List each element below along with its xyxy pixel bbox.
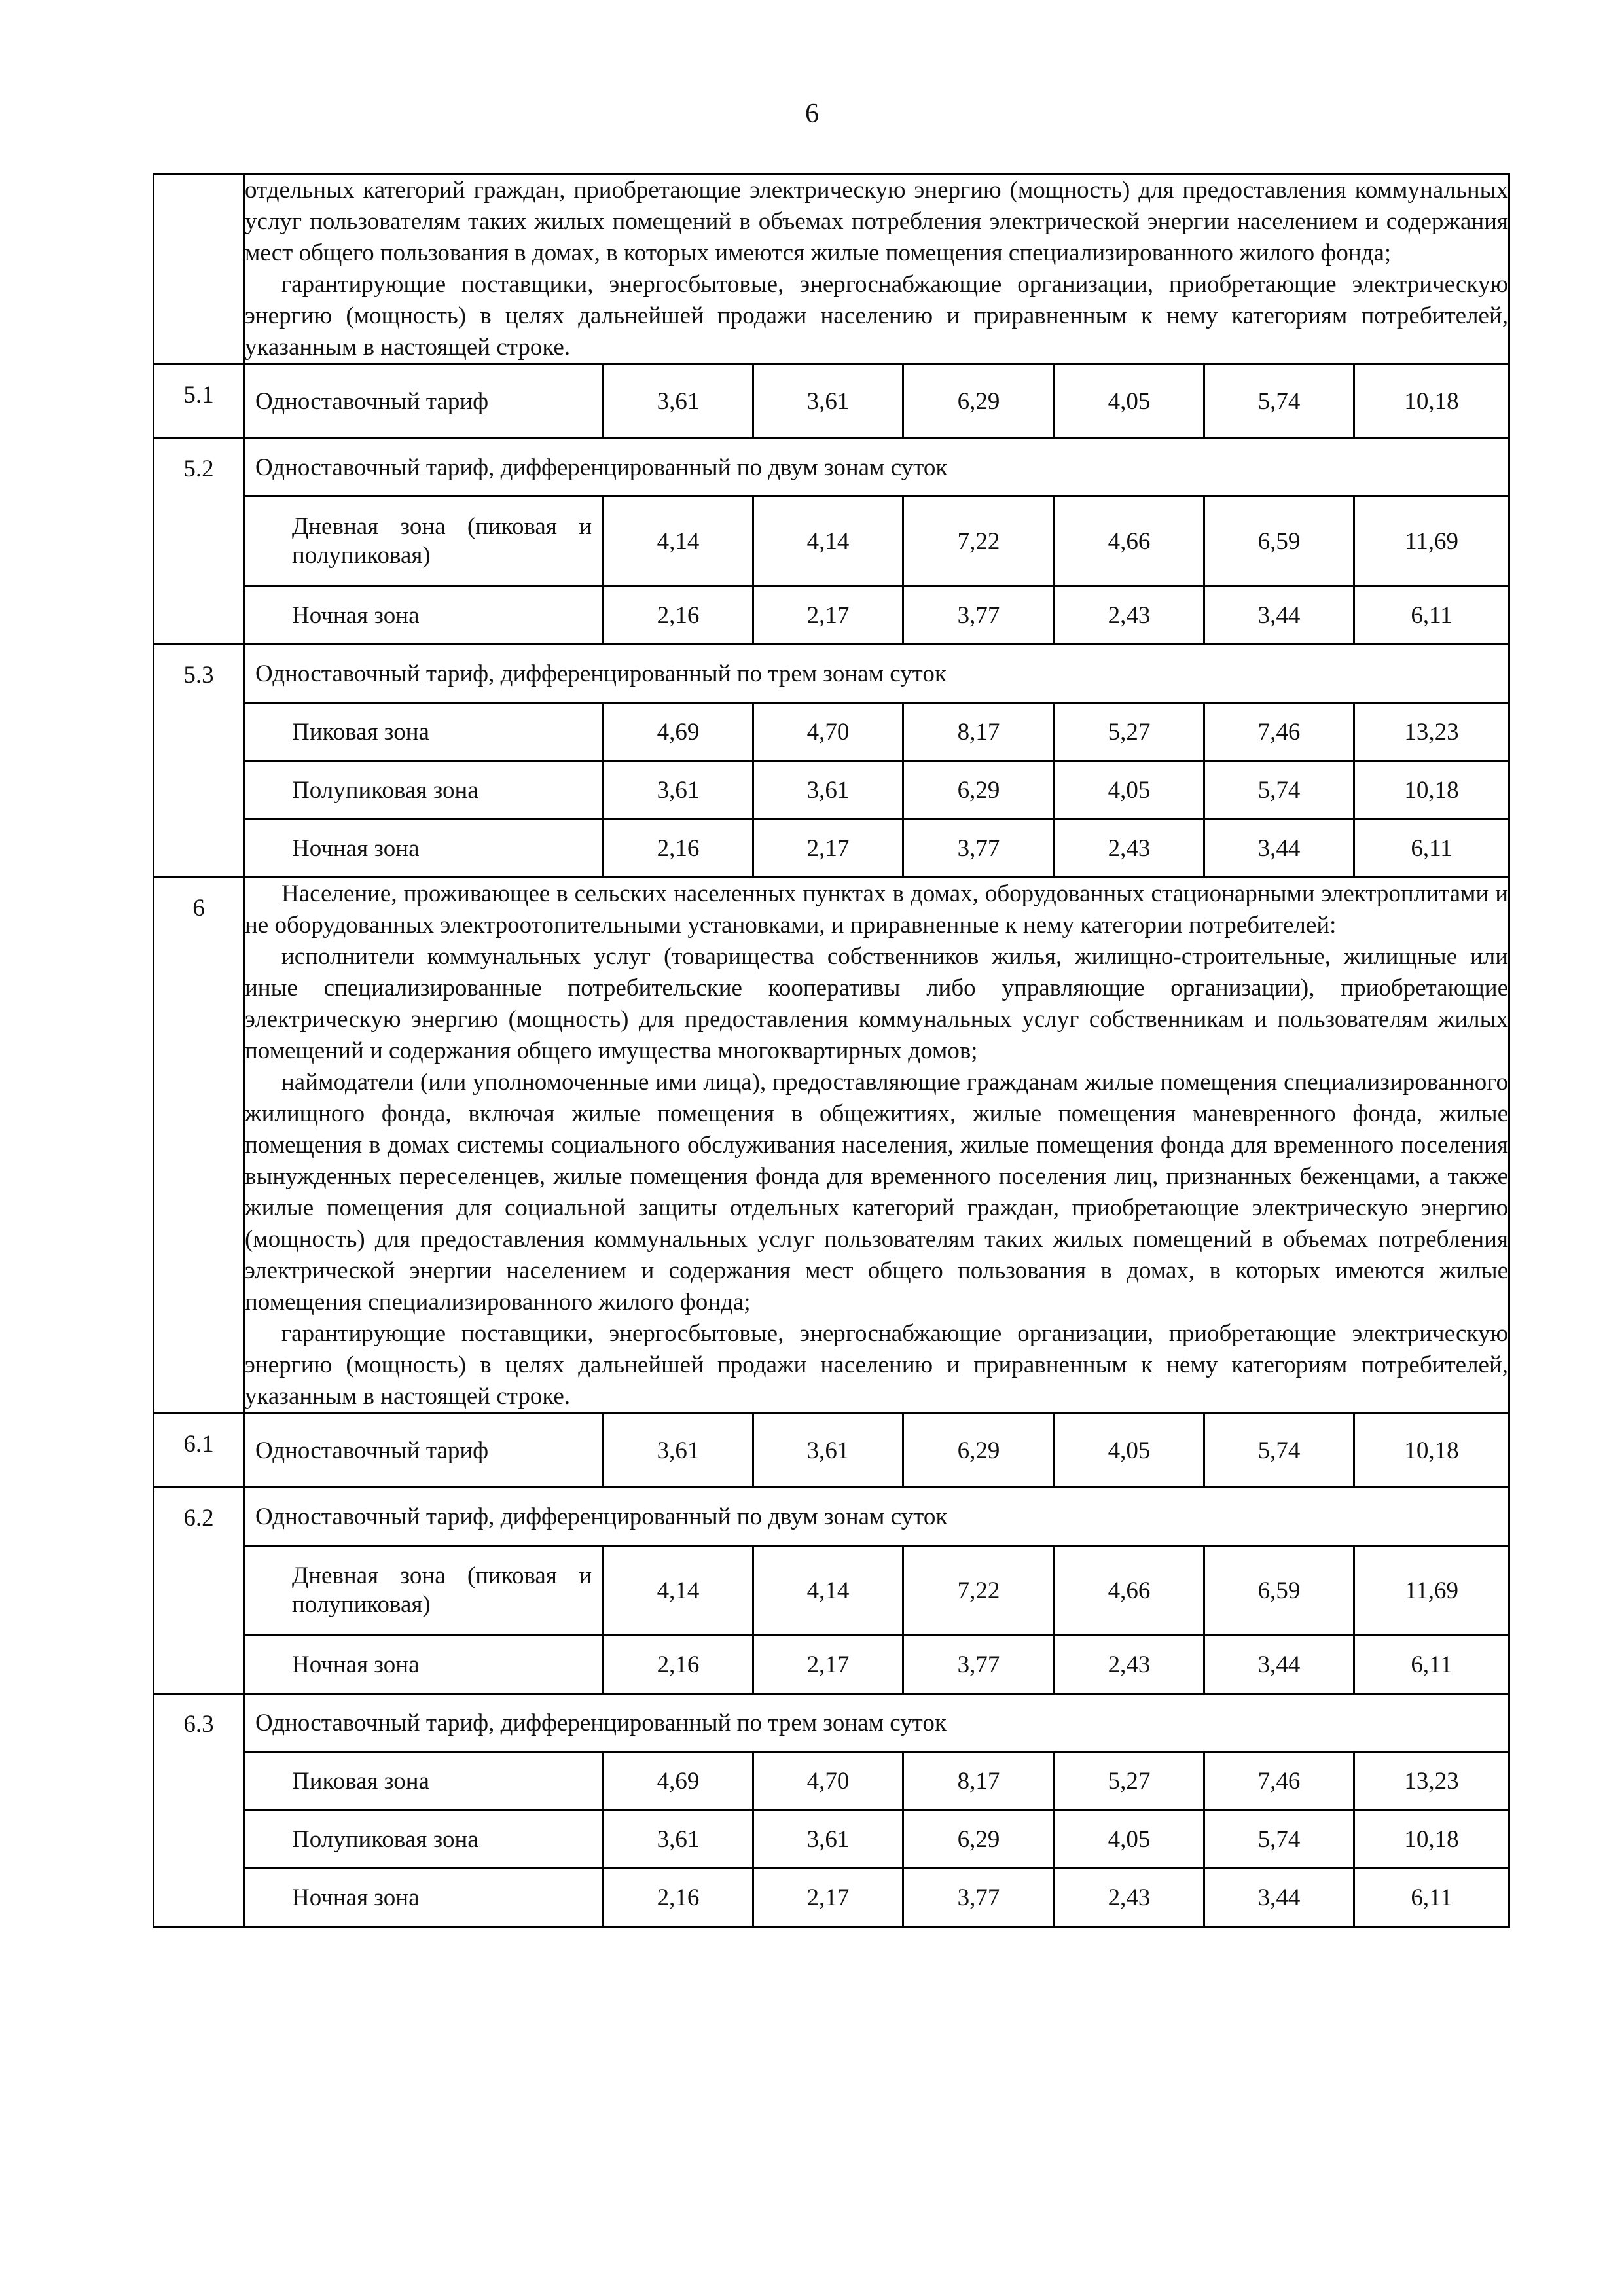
zone-label: Пиковая зона xyxy=(244,703,604,761)
tariff-value: 2,16 xyxy=(604,1636,753,1694)
page-number: 6 xyxy=(805,99,819,129)
zone-label: Полупиковая зона xyxy=(244,761,604,819)
tariff-value: 4,69 xyxy=(604,703,753,761)
table-row-5-2-night xyxy=(154,586,1509,645)
tariff-value: 3,61 xyxy=(753,1810,903,1869)
zone-label: Ночная зона xyxy=(244,1869,604,1927)
row-number: 6.1 xyxy=(154,1414,244,1488)
table-row-6-3-night xyxy=(154,1869,1509,1927)
tariff-value: 2,17 xyxy=(753,819,903,878)
table-row-6-2-night xyxy=(154,1636,1509,1694)
tariff-value: 6,29 xyxy=(903,1810,1055,1869)
tariff-value: 2,17 xyxy=(753,586,903,645)
description-paragraph: гарантирующие поставщики, энергосбытовые, энергоснабжающие организации, приобретающие электрическую энергию (мощность) в целях дальнейшей продажи населению и приравненным к нему категориям потребителей, указанным в настоящей строке. xyxy=(245,271,1509,361)
tariff-value: 4,14 xyxy=(753,497,903,586)
zone-label: Полупиковая зона xyxy=(244,1810,604,1869)
tariff-value: 3,77 xyxy=(903,586,1055,645)
tariff-value: 7,22 xyxy=(903,497,1055,586)
tariff-value: 3,61 xyxy=(604,1810,753,1869)
tariff-value: 5,74 xyxy=(1204,365,1354,439)
tariff-value: 6,11 xyxy=(1354,819,1509,878)
tariff-label: Одноставочный тариф xyxy=(244,1414,604,1488)
row-number: 6.3 xyxy=(154,1694,244,1927)
table-row-5-3-night xyxy=(154,819,1509,878)
tariff-label: Одноставочный тариф, дифференцированный по трем зонам суток xyxy=(244,1694,1509,1752)
tariff-value: 6,11 xyxy=(1354,586,1509,645)
tariff-value: 4,69 xyxy=(604,1752,753,1810)
zone-label: Ночная зона xyxy=(244,1636,604,1694)
row-number: 6 xyxy=(154,878,244,1414)
tariff-label: Одноставочный тариф, дифференцированный по двум зонам суток xyxy=(244,1488,1509,1546)
table-row-5-2-header xyxy=(154,439,1509,497)
tariff-value: 13,23 xyxy=(1354,703,1509,761)
zone-label: Ночная зона xyxy=(244,586,604,645)
tariff-value: 10,18 xyxy=(1354,1810,1509,1869)
tariff-value: 7,22 xyxy=(903,1546,1055,1636)
tariff-value: 7,46 xyxy=(1204,1752,1354,1810)
tariff-value: 4,05 xyxy=(1055,365,1204,439)
zone-label: Дневная зона (пиковая и полупиковая) xyxy=(244,1546,604,1636)
tariff-value: 13,23 xyxy=(1354,1752,1509,1810)
tariff-value: 3,61 xyxy=(753,365,903,439)
table-row-6-3-peak xyxy=(154,1752,1509,1810)
table-row-5-1 xyxy=(154,365,1509,439)
category-description xyxy=(244,878,1509,1414)
tariff-value: 7,46 xyxy=(1204,703,1354,761)
description-paragraph: наймодатели (или уполномоченные ими лица), предоставляющие гражданам жилые помещения специализированного жилищного фонда, включая жилые помещения в общежитиях, жилые помещения маневренного фонда, жилые помещения в домах системы социального обслуживания населения, жилые помещения фонда для временного поселения вынужденных переселенцев, жилые помещения фонда для временного поселения лиц, признанных беженцами, а также жилые помещения для социальной защиты отдельных категорий граждан, приобретающие электрическую энергию (мощность) для предоставления коммунальных услуг пользователям таких жилых помещений в объемах потребления электрической энергии населением и содержания мест общего пользования в домах, в которых имеются жилые помещения специализированного жилого фонда; xyxy=(245,1069,1509,1316)
description-paragraph: отдельных категорий граждан, приобретающие электрическую энергию (мощность) для предоставления коммунальных услуг пользователям таких жилых помещений в объемах потребления электрической энергии населением и содержания мест общего пользования в домах, в которых имеются жилые помещения специализированного жилого фонда; xyxy=(245,177,1509,266)
tariff-label: Одноставочный тариф, дифференцированный по трем зонам суток xyxy=(244,645,1509,703)
table-row-6-2-day xyxy=(154,1546,1509,1636)
tariff-value: 3,61 xyxy=(753,761,903,819)
row-number: 6.2 xyxy=(154,1488,244,1694)
tariff-value: 11,69 xyxy=(1354,497,1509,586)
tariff-value: 3,77 xyxy=(903,819,1055,878)
table-row-5-2-day xyxy=(154,497,1509,586)
tariff-value: 6,11 xyxy=(1354,1869,1509,1927)
table-row-6-1 xyxy=(154,1414,1509,1488)
table-row-6-description xyxy=(154,878,1509,1414)
tariff-value: 3,61 xyxy=(604,1414,753,1488)
tariff-table xyxy=(153,173,1510,1928)
zone-label: Пиковая зона xyxy=(244,1752,604,1810)
tariff-value: 2,16 xyxy=(604,586,753,645)
tariff-value: 4,14 xyxy=(604,1546,753,1636)
tariff-value: 6,29 xyxy=(903,761,1055,819)
tariff-value: 10,18 xyxy=(1354,365,1509,439)
tariff-value: 2,17 xyxy=(753,1869,903,1927)
description-paragraph: гарантирующие поставщики, энергосбытовые, энергоснабжающие организации, приобретающие электрическую энергию (мощность) в целях дальнейшей продажи населению и приравненным к нему категориям потребителей, указанным в настоящей строке. xyxy=(245,1320,1509,1410)
tariff-value: 2,16 xyxy=(604,1869,753,1927)
tariff-value: 10,18 xyxy=(1354,761,1509,819)
tariff-value: 2,43 xyxy=(1055,586,1204,645)
tariff-value: 6,11 xyxy=(1354,1636,1509,1694)
tariff-value: 5,27 xyxy=(1055,703,1204,761)
tariff-value: 3,77 xyxy=(903,1636,1055,1694)
row-number: 5.3 xyxy=(154,645,244,878)
table-row-5-3-peak xyxy=(154,703,1509,761)
table-row-continued-description xyxy=(154,174,1509,365)
table-row-5-3-half-peak xyxy=(154,761,1509,819)
table-row-6-2-header xyxy=(154,1488,1509,1546)
tariff-value: 4,14 xyxy=(753,1546,903,1636)
description-paragraph: Население, проживающее в сельских населенных пунктах в домах, оборудованных стационарными электроплитами и не оборудованных электроотопительными установками, и приравненные к нему категории потребителей: xyxy=(245,880,1509,939)
tariff-value: 3,44 xyxy=(1204,819,1354,878)
tariff-value: 5,74 xyxy=(1204,761,1354,819)
tariff-value: 5,27 xyxy=(1055,1752,1204,1810)
tariff-value: 10,18 xyxy=(1354,1414,1509,1488)
tariff-value: 3,44 xyxy=(1204,1869,1354,1927)
zone-label: Дневная зона (пиковая и полупиковая) xyxy=(244,497,604,586)
tariff-value: 3,44 xyxy=(1204,586,1354,645)
row-number: 5.1 xyxy=(154,365,244,439)
tariff-value: 8,17 xyxy=(903,1752,1055,1810)
tariff-value: 6,59 xyxy=(1204,1546,1354,1636)
tariff-value: 8,17 xyxy=(903,703,1055,761)
row-number: 5.2 xyxy=(154,439,244,645)
tariff-value: 2,17 xyxy=(753,1636,903,1694)
table-row-5-3-header xyxy=(154,645,1509,703)
description-paragraph: исполнители коммунальных услуг (товарищества собственников жилья, жилищно-строительные, жилищные или иные специализированные потребительские кооперативы либо управляющие организации), приобретающие электрическую энергию (мощность) для предоставления коммунальных услуг собственникам и пользователям жилых помещений и содержания общего имущества многоквартирных домов; xyxy=(245,943,1509,1064)
tariff-value: 6,29 xyxy=(903,365,1055,439)
tariff-value: 6,29 xyxy=(903,1414,1055,1488)
tariff-label: Одноставочный тариф, дифференцированный по двум зонам суток xyxy=(244,439,1509,497)
tariff-value: 4,66 xyxy=(1055,1546,1204,1636)
tariff-value: 2,43 xyxy=(1055,1869,1204,1927)
tariff-value: 4,05 xyxy=(1055,761,1204,819)
tariff-value: 3,61 xyxy=(604,761,753,819)
tariff-value: 2,16 xyxy=(604,819,753,878)
tariff-value: 2,43 xyxy=(1055,1636,1204,1694)
category-description xyxy=(244,174,1509,365)
tariff-value: 4,70 xyxy=(753,703,903,761)
tariff-value: 4,14 xyxy=(604,497,753,586)
tariff-value: 4,66 xyxy=(1055,497,1204,586)
tariff-value: 3,61 xyxy=(604,365,753,439)
table-row-6-3-header xyxy=(154,1694,1509,1752)
tariff-value: 11,69 xyxy=(1354,1546,1509,1636)
tariff-value: 4,05 xyxy=(1055,1414,1204,1488)
tariff-value: 4,05 xyxy=(1055,1810,1204,1869)
tariff-value: 5,74 xyxy=(1204,1810,1354,1869)
tariff-value: 5,74 xyxy=(1204,1414,1354,1488)
tariff-value: 3,77 xyxy=(903,1869,1055,1927)
row-number xyxy=(154,174,244,365)
tariff-value: 4,70 xyxy=(753,1752,903,1810)
tariff-label: Одноставочный тариф xyxy=(244,365,604,439)
tariff-value: 6,59 xyxy=(1204,497,1354,586)
tariff-value: 3,61 xyxy=(753,1414,903,1488)
table-row-6-3-half-peak xyxy=(154,1810,1509,1869)
zone-label: Ночная зона xyxy=(244,819,604,878)
tariff-value: 3,44 xyxy=(1204,1636,1354,1694)
tariff-value: 2,43 xyxy=(1055,819,1204,878)
